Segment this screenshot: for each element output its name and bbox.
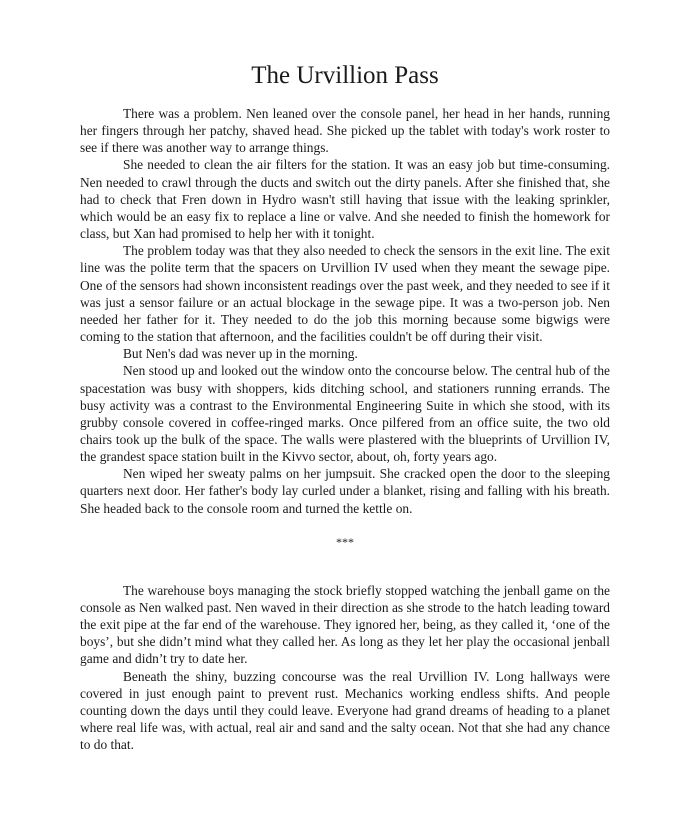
section-one [80,105,610,517]
section-two [80,582,610,754]
document-title: The Urvillion Pass [251,62,439,89]
paragraph: Nen wiped her sweaty palms on her jumpsuit. She cracked open the door to the sleeping quarters next door. Her father's body lay curled under a blanket, rising and falling with his breath. She headed back to the console room and turned the kettle on. [80,466,610,516]
paragraph: The warehouse boys managing the stock briefly stopped watching the jenball game on the console as Nen walked past. Nen waved in their direction as she strode to the hatch leading toward the exit pipe at the far end of the warehouse. They ignored her, being, as they called it, ‘one of the boys’, but she didn’t mind what they called her. As long as they let her play the occasional jenball game and didn’t try to date her. [80,582,610,667]
section-separator: *** [336,534,354,549]
paragraph: She needed to clean the air filters for the station. It was an easy job but time-consuming. Nen needed to crawl through the ducts and switch out the dirty panels. After she finished that, she had to check that Fren down in Hydro wasn't still having that issue with the leaking sprinkler, which would be an easy fix to replace a line or valve. And she needed to finish the homework for class, but Xan had promised to help her with it tonight. [80,157,610,242]
paragraph: There was a problem. Nen leaned over the console panel, her head in her hands, running her fingers through her patchy, shaved head. She picked up the tablet with today's work roster to see if there was another way to arrange things. [80,106,610,156]
document-page [80,58,610,753]
paragraph: Beneath the shiny, buzzing concourse was the real Urvillion IV. Long hallways were covered in just enough paint to prevent rust. Mechanics working endless shifts. And people counting down the days until they could leave. Everyone had grand dreams of heading to a planet where real life was, with actual, real air and sand and the salty ocean. Not that she had any chance to do that. [80,668,610,753]
paragraph: But Nen's dad was never up in the morning. [123,346,358,362]
paragraph: The problem today was that they also needed to check the sensors in the exit line. The exit line was the polite term that the spacers on Urvillion IV used when they meant the sewage pipe. One of the sensors had shown inconsistent readings over the past week, and they needed to see if it was just a sensor failure or an actual blockage in the sewage pipe. It was a two-person job. Nen needed her father for it. They needed to do the job this morning because some bigwigs were coming to the station that afternoon, and the facilities couldn't be off during their visit. [80,243,610,345]
paragraph: Nen stood up and looked out the window onto the concourse below. The central hub of the spacestation was busy with shoppers, kids ditching school, and stationers running errands. The busy activity was a contrast to the Environmental Engineering Suite in which she stood, with its grubby console covered in coffee-ringed marks. Once pilfered from an office suite, the two old chairs took up the bulk of the space. The walls were plastered with the blueprints of Urvillion IV, the grandest space station built in the Kivvo sector, about, oh, forty years ago. [80,363,610,465]
